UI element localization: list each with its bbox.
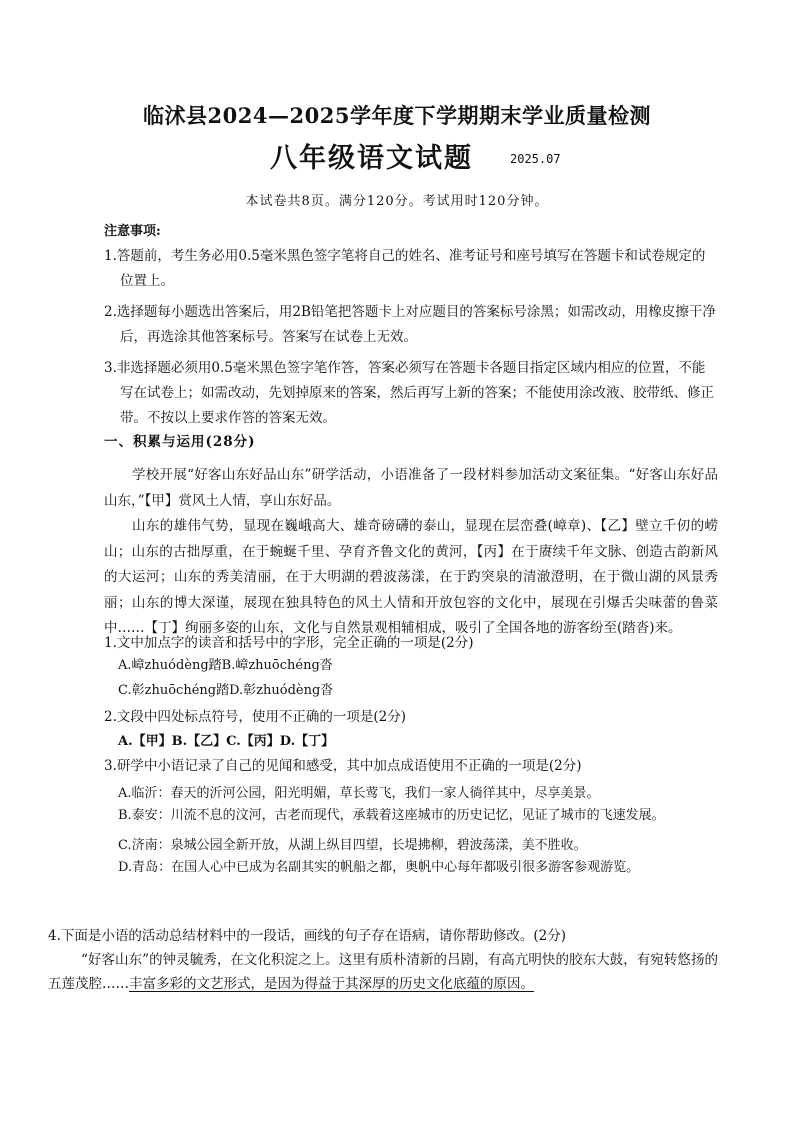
question-3-option-d: D.青岛：在国人心中已成为名副其实的帆船之都，奥帆中心每年都吸引很多游客参观游览。 [118,860,640,875]
question-2-options: A.【甲】B.【乙】C.【丙】D.【丁】 [118,734,335,749]
question-4-passage [48,948,718,996]
notice-item: 3.非选择题必须用0.5毫米黑色签字笔作答，答案必须写在答题卡各题目指定区域内相应的位置，不能写在试卷上；如需改动，先划掉原来的答案，然后再写上新的答案；不能使用涂改液、胶带纸、修正带。不按以上要求作答的答案无效。 [104,360,714,426]
question-1-options-ab: A.嶂zhuódèng踏B.嶂zhuōchéng沓 [118,658,333,673]
question-4-text: “好客山东”的钟灵毓秀，在文化积淀之上。这里有质朴清新的吕剧，有高亢明快的胶东大鼓，有宛转悠扬的五莲茂腔…… [48,952,718,992]
passage-intro: 学校开展“好客山东好品山东”研学活动，小语准备了一段材料参加活动文案征集。“好客山东好品山东，”【甲】赏风土人情，享山东好品。 [104,467,718,509]
question-1-stem: 1.文中加点字的读音和括号中的字形，完全正确的一项是(2分) [104,635,474,651]
passage-body: 山东的雄伟气势，显现在巍峨高大、雄奇磅礴的泰山，显现在层峦叠(嶂章)、【乙】壁立千仞的崂山；山东的古拙厚重，在于蜿蜒千里、孕育齐鲁文化的黄河，【丙】在于赓续千年文脉、创造古韵新风的大运河；山东的秀美清丽，在于大明湖的碧波荡漾，在于趵突泉的清澈澄明，在于微山湖的风景秀丽；山东的博大深谨，展现在独具特色的风土人情和开放包容的文化中，展现在引爆舌尖味蕾的鲁菜中……【丁】绚丽多姿的山东，文化与自然景观相辅相成，吸引了全国各地的游客纷至(踏沓)来。 [104,518,718,636]
notice-item: 1.答题前，考生务必用0.5毫米黑色签字笔将自己的姓名、准考证号和座号填写在答题卡和试卷规定的位置上。 [104,248,706,289]
exam-meta: 本试卷共8页。满分120分。考试用时120分钟。 [245,194,549,209]
exam-title: 临沭县2024—2025学年度下学期期末学业质量检测 [143,103,651,128]
question-1-options-cd: C.彰zhuōchéng踏D.彰zhuódèng沓 [118,683,334,698]
notice-title: 注意事项: [104,224,161,239]
question-4-stem: 4.下面是小语的活动总结材料中的一段话，画线的句子存在语病，请你帮助修改。(2分) [48,928,567,944]
question-4-underlined-sentence: 丰富多彩的文艺形式，是因为得益于其深厚的历史文化底蕴的原因。 [129,976,534,992]
exam-subtitle: 八年级语文试题 [270,143,473,174]
question-3-stem: 3.研学中小语记录了自己的见闻和感受，其中加点成语使用不正确的一项是(2分) [104,758,582,774]
question-3-option-b: B.泰安：川流不息的汶河，古老而现代，承载着这座城市的历史记忆，见证了城市的飞速发展。 [118,808,665,823]
notice-item: 2.选择题每小题选出答案后，用2B铅笔把答题卡上对应题目的答案标号涂黑；如需改动，用橡皮擦干净后，再选涂其他答案标号。答案写在试卷上无效。 [104,304,716,345]
question-3-option-a: A.临沂：春天的沂河公园，阳光明媚，草长莺飞，我们一家人徜徉其中，尽享美景。 [118,786,600,801]
notice-list [104,244,718,437]
question-3-option-c: C.济南：泉城公园全新开放，从湖上纵目四望，长堤拂柳，碧波荡漾，美不胜收。 [118,838,587,853]
exam-date: 2025.07 [510,152,561,166]
question-2-stem: 2.文段中四处标点符号，使用不正确的一项是(2分) [104,709,407,725]
section-title: 一、积累与运用(28分) [104,434,256,450]
